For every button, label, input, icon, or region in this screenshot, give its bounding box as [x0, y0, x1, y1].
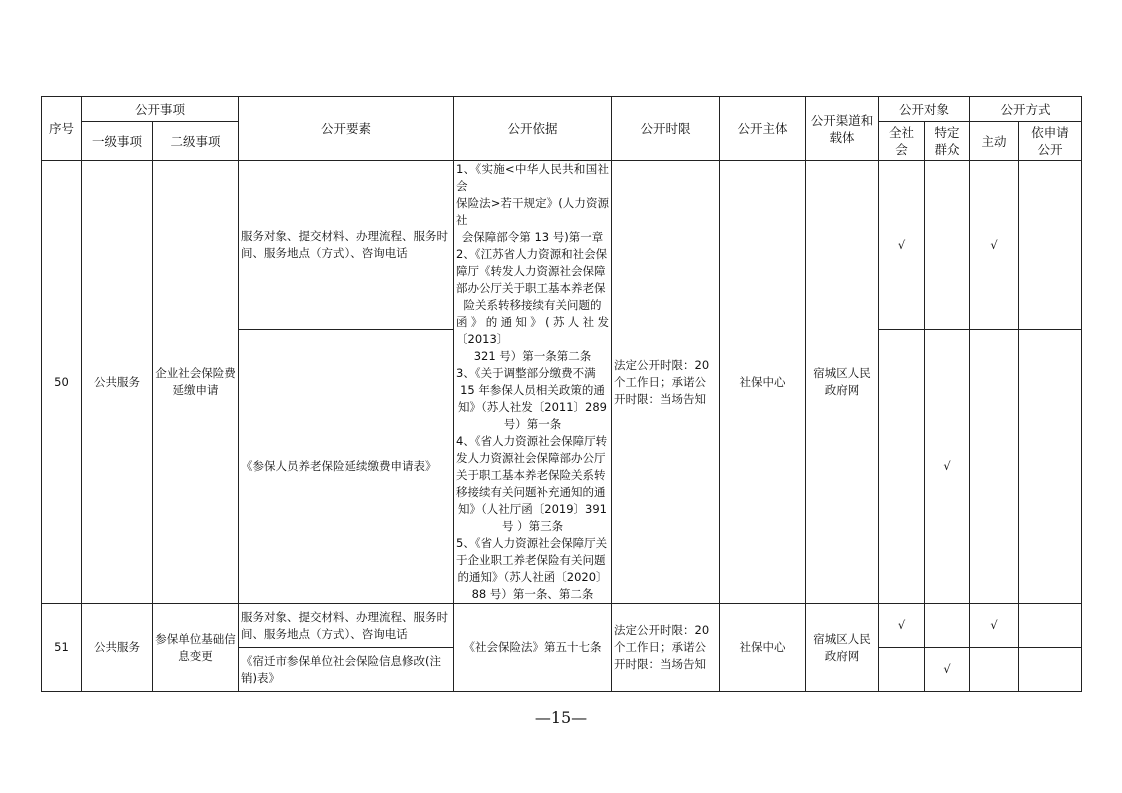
basis-line: 号 ）第三条	[501, 519, 564, 533]
check-request	[1019, 604, 1082, 648]
basis-line: 障厅《转发人力资源社会保障	[456, 264, 606, 278]
check-active: √	[970, 604, 1019, 648]
check-active: √	[970, 161, 1019, 330]
check-all	[879, 330, 925, 604]
header-channel: 公开渠道和载体	[806, 97, 879, 161]
header-level2: 二级事项	[153, 122, 239, 161]
basis-line: 1、《实施<中华人民共和国社会	[456, 162, 610, 193]
row-elements: 服务对象、提交材料、办理流程、服务时间、服务地点（方式）、咨询电话	[239, 161, 454, 330]
check-specific	[925, 161, 970, 330]
basis-line: 4、《省人力资源社会保障厅转	[456, 434, 608, 448]
basis-line: 知》（人社厅函〔2019〕391	[458, 502, 607, 516]
row-seq: 51	[42, 604, 82, 692]
basis-line: 5、《省人力资源社会保障厅关	[456, 536, 608, 550]
row-channel: 宿城区人民政府网	[806, 604, 879, 692]
row-elements: 《参保人员养老保险延续缴费申请表》	[239, 330, 454, 604]
row-basis: 《社会保险法》第五十七条	[454, 604, 612, 692]
basis-line: 号）第一条	[503, 417, 562, 431]
row-elements: 服务对象、提交材料、办理流程、服务时间、服务地点（方式）、咨询电话	[239, 604, 454, 648]
row-level1: 公共服务	[82, 604, 153, 692]
basis-line: 2、《江苏省人力资源和社会保	[456, 247, 608, 261]
row-time-limit: 法定公开时限：20个工作日；承诺公开时限：当场告知	[612, 604, 720, 692]
row-time-limit: 法定公开时限：20个工作日；承诺公开时限：当场告知	[612, 161, 720, 604]
row-basis	[454, 161, 612, 604]
row-channel: 宿城区人民政府网	[806, 161, 879, 604]
row-level2: 企业社会保险费延缴申请	[153, 161, 239, 604]
check-specific	[925, 604, 970, 648]
header-method-request: 依申请公开	[1019, 122, 1082, 161]
check-all	[879, 648, 925, 692]
header-time-limit: 公开时限	[612, 97, 720, 161]
header-public-item: 公开事项	[82, 97, 239, 122]
table-row	[42, 161, 1082, 330]
row-seq: 50	[42, 161, 82, 604]
basis-line: 知》（苏人社发〔2011〕289	[458, 400, 607, 414]
basis-line: 关于职工基本养老保险关系转	[456, 468, 606, 482]
basis-line: 15 年参保人员相关政策的通	[460, 383, 605, 397]
header-elements: 公开要素	[239, 97, 454, 161]
basis-line: 于企业职工养老保险有关问题	[456, 553, 606, 567]
header-subject: 公开主体	[720, 97, 806, 161]
page-number: —15—	[534, 708, 588, 727]
basis-line: 函》的通知》(苏人社发〔2013〕	[456, 315, 610, 346]
basis-line: 部办公厅关于职工基本养老保	[456, 281, 606, 295]
row-subject: 社保中心	[720, 161, 806, 604]
basis-line: 保险法>若干规定》(人力资源社	[456, 196, 610, 227]
check-request	[1019, 161, 1082, 330]
header-target-specific: 特定群众	[925, 122, 970, 161]
header-row-1	[42, 97, 1082, 122]
basis-line: 会保障部令第 13 号)第一章	[461, 230, 604, 244]
row-subject: 社保中心	[720, 604, 806, 692]
row-level2: 参保单位基础信息变更	[153, 604, 239, 692]
header-seq: 序号	[42, 97, 82, 161]
header-method: 公开方式	[970, 97, 1082, 122]
header-target: 公开对象	[879, 97, 970, 122]
header-target-all: 全社会	[879, 122, 925, 161]
basis-line: 的通知》（苏人社函〔2020〕	[457, 570, 608, 584]
check-specific: √	[925, 648, 970, 692]
check-all: √	[879, 161, 925, 330]
row-elements: 《宿迁市参保单位社会保险信息修改(注销)表》	[239, 648, 454, 692]
basis-line: 移接续有关问题补充通知的通	[456, 485, 606, 499]
check-all: √	[879, 604, 925, 648]
check-active	[970, 648, 1019, 692]
check-active	[970, 330, 1019, 604]
row-level1: 公共服务	[82, 161, 153, 604]
header-basis: 公开依据	[454, 97, 612, 161]
disclosure-table	[41, 96, 1082, 692]
basis-line: 险关系转移接续有关问题的	[463, 298, 602, 312]
basis-line: 3、《关于调整部分缴费不满	[456, 366, 596, 380]
basis-line: 88 号）第一条、第二条	[471, 587, 594, 601]
check-request	[1019, 330, 1082, 604]
check-request	[1019, 648, 1082, 692]
check-specific: √	[925, 330, 970, 604]
table-row	[42, 604, 1082, 648]
basis-line: 发人力资源社会保障部办公厅	[456, 451, 606, 465]
basis-line: 321 号）第一条第二条	[473, 349, 592, 363]
header-method-active: 主动	[970, 122, 1019, 161]
header-level1: 一级事项	[82, 122, 153, 161]
